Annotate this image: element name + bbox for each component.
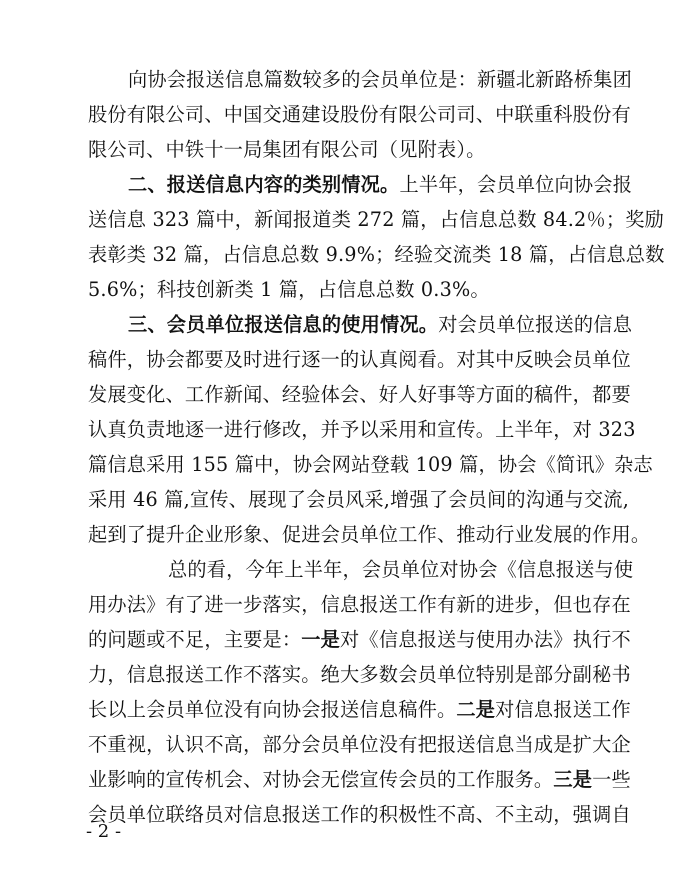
emphasis-label: 一是 [301, 628, 341, 651]
text-line: 起到了提升企业形象、促进会员单位工作、推动行业发展的作用。 [88, 523, 651, 546]
text-line: 篇信息采用 155 篇中，协会网站登载 109 篇，协会《简讯》杂志 [88, 453, 653, 476]
text-line: 采用 46 篇,宣传、展现了会员风采,增强了会员间的沟通与交流, [88, 488, 629, 511]
text-line: 总的看，今年上半年，会员单位对协会《信息报送与使 [168, 558, 634, 581]
text-line: 力，信息报送工作不落实。绝大多数会员单位特别是部分副秘书 [88, 663, 631, 686]
text-line: 股份有限公司、中国交通建设股份有限公司司、中联重科股份有 [88, 103, 631, 126]
emphasis-label: 三是 [553, 768, 593, 791]
emphasis-label: 二是 [456, 698, 496, 721]
section-heading-line: 三、会员单位报送信息的使用情况。对会员单位报送的信息 [128, 313, 633, 336]
text-line: 用办法》有了进一步落实，信息报送工作有新的进步，但也存在 [88, 593, 631, 616]
text-line: 的问题或不足，主要是：一是对《信息报送与使用办法》执行不 [88, 628, 631, 651]
text-line: 发展变化、工作新闻、经验体会、好人好事等方面的稿件，都要 [88, 383, 631, 406]
section-heading: 三、会员单位报送信息的使用情况。 [128, 313, 439, 336]
text-line: 5.6%；科技创新类 1 篇，占信息总数 0.3%。 [88, 278, 490, 301]
text-line: 限公司、中铁十一局集团有限公司（见附表）。 [88, 138, 486, 161]
text-line: 表彰类 32 篇，占信息总数 9.9%；经验交流类 18 篇，占信息总数 [88, 243, 665, 266]
text-line: 业影响的宣传机会、对协会无偿宣传会员的工作服务。三是一些 [88, 768, 631, 791]
section-heading-line: 二、报送信息内容的类别情况。上半年，会员单位向协会报 [128, 173, 633, 196]
text-line: 稿件，协会都要及时进行逐一的认真阅看。对其中反映会员单位 [88, 348, 631, 371]
text-line: 长以上会员单位没有向协会报送信息稿件。二是对信息报送工作 [88, 698, 631, 721]
text-line: 送信息 323 篇中，新闻报道类 272 篇，占信息总数 84.2％；奖励 [88, 208, 664, 231]
section-heading: 二、报送信息内容的类别情况。 [128, 173, 400, 196]
text-line: 不重视，认识不高，部分会员单位没有把报送信息当成是扩大企 [88, 733, 631, 756]
text-line: 认真负责地逐一进行修改，并予以采用和宣传。上半年，对 323 [88, 418, 636, 441]
text-line: 会员单位联络员对信息报送工作的积极性不高、不主动，强调自 [88, 803, 631, 826]
page-number: - 2 - [86, 821, 122, 842]
text-line: 向协会报送信息篇数较多的会员单位是：新疆北新路桥集团 [128, 68, 633, 91]
